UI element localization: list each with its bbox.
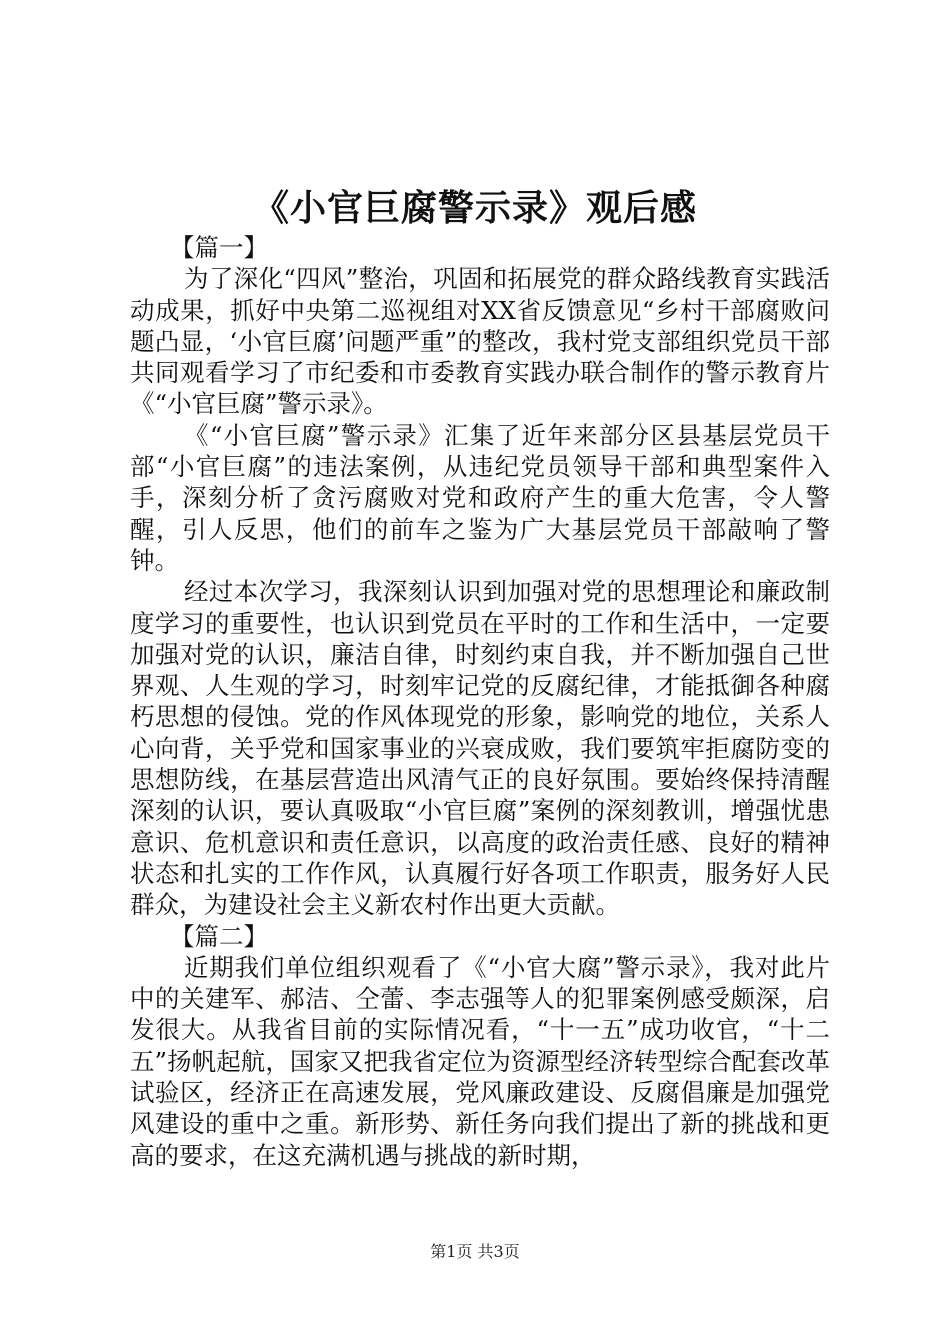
document-body xyxy=(130,232,830,1171)
section-heading-1: 【篇一】 xyxy=(170,233,268,262)
paragraph: 近期我们单位组织观看了《“小官大腐”警示录》，我对此片中的关建军、郝洁、仝蕾、李志强等人的犯罪案例感受颇深，启发很大。从我省目前的实际情况看，“十一五”成功收官，“十二五”扬帆起航，国家又把我省定位为资源型经济转型综合配套改革试验区，经济正在高速发展，党风廉政建设、反腐倡廉是加强党风建设的重中之重。新形势、新任务向我们提出了新的挑战和更高的要求，在这充满机遇与挑战的新时期， xyxy=(130,952,830,1170)
paragraph: 《“小官巨腐”警示录》汇集了近年来部分区县基层党员干部“小官巨腐”的违法案例，从违纪党员领导干部和典型案件入手，深刻分析了贪污腐败对党和政府产生的重大危害，令人警醒，引人反思，他们的前车之鉴为广大基层党员干部敲响了警钟。 xyxy=(130,420,830,575)
paragraph: 为了深化“四风”整治，巩固和拓展党的群众路线教育实践活动成果，抓好中央第二巡视组对XX省反馈意见“乡村干部腐败问题凸显，‘小官巨腐’问题严重”的整改，我村党支部组织党员干部共同观看学习了市纪委和市委教育实践办联合制作的警示教育片《“小官巨腐”警示录》。 xyxy=(130,264,830,419)
section-heading-2: 【篇二】 xyxy=(170,921,268,951)
page-title: 《小官巨腐警示录》观后感 xyxy=(252,187,697,229)
paragraph: 经过本次学习，我深刻认识到加强对党的思想理论和廉政制度学习的重要性，也认识到党员在平时的工作和生活中，一定要加强对党的认识，廉洁自律，时刻约束自我，并不断加强自己世界观、人生观的学习，时刻牢记党的反腐纪律，才能抵御各种腐朽思想的侵蚀。党的作风体现党的形象，影响党的地位，关系人心向背，关乎党和国家事业的兴衰成败，我们要筑牢拒腐防变的思想防线，在基层营造出风清气正的良好氛围。要始终保持清醒深刻的认识，要认真吸取“小官巨腐”案例的深刻教训，增强忧患意识、危机意识和责任意识，以高度的政治责任感、良好的精神状态和扎实的工作作风，认真履行好各项工作职责，服务好人民群众，为建设社会主义新农村作出更大贡献。 xyxy=(130,577,830,920)
page-footer: 第1页 共3页 xyxy=(430,1242,520,1261)
